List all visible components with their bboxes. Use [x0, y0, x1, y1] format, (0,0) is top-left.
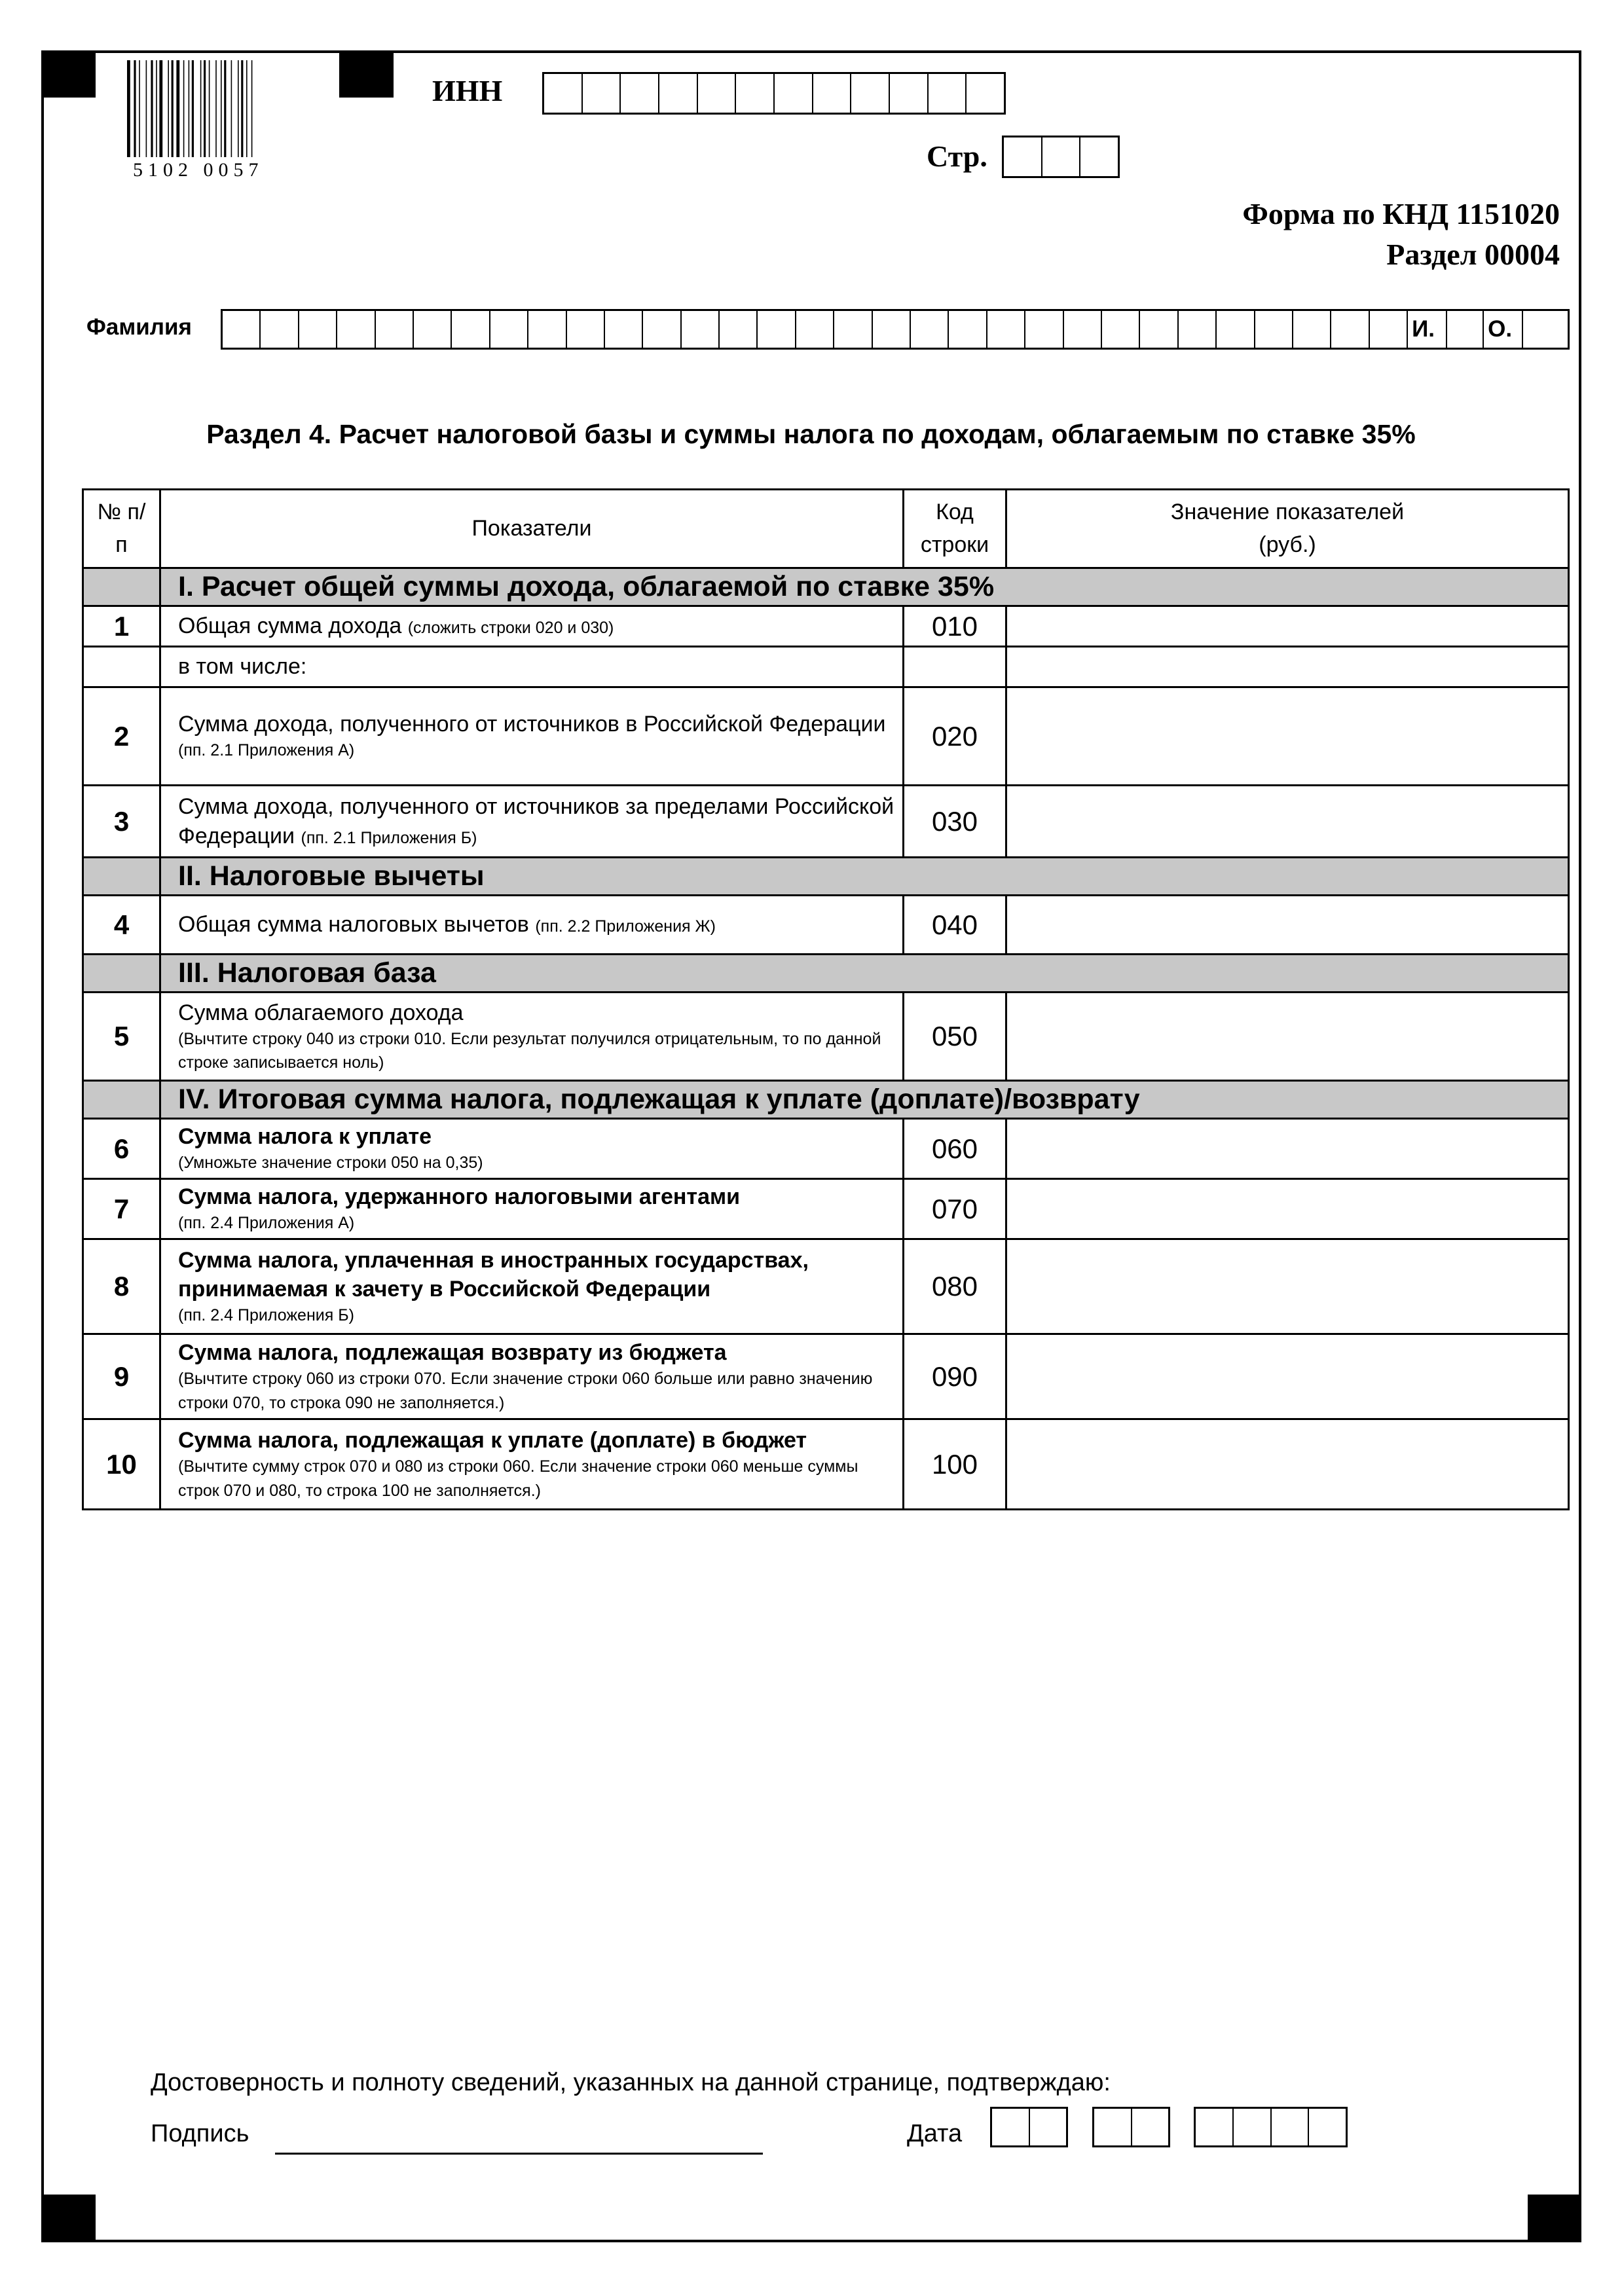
row-value-input[interactable]: [1006, 993, 1569, 1081]
header-code: [904, 490, 1006, 568]
surname-cell[interactable]: [452, 311, 490, 348]
surname-label: Фамилия: [86, 314, 192, 340]
table-row: [83, 606, 1569, 647]
section-header-title: II. Налоговые вычеты: [160, 858, 1569, 896]
row-number: 1: [83, 606, 160, 647]
indicator-note: (пп. 2.1 Приложения Б): [301, 828, 477, 847]
date-cell[interactable]: [1030, 2109, 1067, 2145]
indicator-text: Сумма облагаемого дохода: [178, 1000, 464, 1025]
inn-cell[interactable]: [736, 74, 775, 113]
indicator-note: (пп. 2.2 Приложения Ж): [535, 917, 716, 936]
table-row: [83, 993, 1569, 1081]
section-header-blank: [83, 858, 160, 896]
header-code-text: Код строки: [920, 500, 989, 557]
tax-calculation-table: [82, 488, 1570, 1510]
row-code: 010: [904, 606, 1006, 647]
surname-row: [221, 309, 1570, 350]
section-header-row: [83, 568, 1569, 606]
registration-marker-top-left: [41, 50, 96, 98]
indicator-text: Сумма налога, подлежащая к уплате (доплате) в бюджет: [178, 1428, 807, 1453]
inn-cell[interactable]: [890, 74, 929, 113]
surname-cell[interactable]: [490, 311, 528, 348]
surname-cell[interactable]: [834, 311, 872, 348]
surname-cell[interactable]: [758, 311, 796, 348]
surname-cell[interactable]: [1102, 311, 1140, 348]
indicator-note: (Вычтите строку 040 из строки 010. Если результат получился отрицательным, то по данной строке записывается ноль): [178, 1029, 881, 1072]
row-value-input[interactable]: [1006, 896, 1569, 955]
confirmation-text: Достоверность и полноту сведений, указанных на данной странице, подтверждаю:: [151, 2069, 1111, 2096]
surname-cell[interactable]: [299, 311, 337, 348]
indicator-note: (сложить строки 020 и 030): [407, 619, 614, 638]
form-knd-label: Форма по КНД 1151020: [1242, 197, 1560, 230]
indicator-note: (пп. 2.1 Приложения А): [178, 741, 355, 760]
barcode-image: [124, 60, 295, 172]
row-indicator: [160, 1419, 904, 1510]
date-cell[interactable]: [992, 2109, 1030, 2145]
row-code: 090: [904, 1334, 1006, 1419]
inn-cell[interactable]: [967, 74, 1004, 113]
surname-cell[interactable]: [949, 311, 987, 348]
surname-cell[interactable]: [911, 311, 949, 348]
surname-cell[interactable]: [605, 311, 643, 348]
row-number: 6: [83, 1119, 160, 1179]
row-number: 5: [83, 993, 160, 1081]
inn-cell[interactable]: [775, 74, 813, 113]
row-number: 4: [83, 896, 160, 955]
section-header-row: [83, 955, 1569, 993]
date-cell[interactable]: [1272, 2109, 1310, 2145]
surname-cell[interactable]: [567, 311, 605, 348]
surname-cell[interactable]: [376, 311, 414, 348]
surname-cell[interactable]: [1370, 311, 1408, 348]
surname-cell[interactable]: [873, 311, 911, 348]
initial-o-cell[interactable]: [1484, 311, 1523, 348]
row-indicator: [160, 1119, 904, 1179]
indicator-note: (Вычтите сумму строк 070 и 080 из строки 060. Если значение строки 060 меньше суммы строк 070 и 080, то строка 100 не заполняется.): [178, 1457, 858, 1500]
page-number-input[interactable]: [1002, 136, 1120, 178]
row-code: 050: [904, 993, 1006, 1081]
signature-line[interactable]: [275, 2153, 763, 2155]
indicator-text: Сумма налога к уплате: [178, 1124, 432, 1150]
surname-cell[interactable]: [528, 311, 566, 348]
row-indicator: [160, 1239, 904, 1334]
section-header-title: IV. Итоговая сумма налога, подлежащая к уплате (доплате)/возврату: [160, 1081, 1569, 1119]
barcode-number: 5102 0057: [133, 159, 264, 181]
surname-cell[interactable]: [223, 311, 261, 348]
table-row: [83, 1419, 1569, 1510]
page-cell[interactable]: [1042, 137, 1081, 176]
row-number: 10: [83, 1419, 160, 1510]
section-code-label: Раздел 00004: [1386, 238, 1560, 271]
registration-marker-top-middle: [339, 50, 394, 98]
header-num-text: № п/п: [97, 500, 146, 557]
row-value-input[interactable]: [1006, 1119, 1569, 1179]
surname-cell[interactable]: [1025, 311, 1063, 348]
initial-o-box[interactable]: [1523, 311, 1568, 348]
inn-cell[interactable]: [851, 74, 890, 113]
table-header-row: [83, 490, 1569, 568]
surname-input[interactable]: [223, 311, 1408, 348]
indicator-text: Сумма дохода, полученного от источников за пределами Российской Федерации: [178, 794, 894, 848]
surname-cell[interactable]: [1293, 311, 1331, 348]
section-header-blank: [83, 568, 160, 606]
section-header-blank: [83, 1081, 160, 1119]
row-number: 2: [83, 687, 160, 786]
indicator-text: в том числе:: [178, 654, 307, 680]
row-code: 040: [904, 896, 1006, 955]
surname-cell[interactable]: [1140, 311, 1178, 348]
date-cell[interactable]: [1309, 2109, 1346, 2145]
row-value-input[interactable]: [1006, 1334, 1569, 1419]
table-row: [83, 687, 1569, 786]
row-indicator: [160, 606, 904, 647]
surname-cell[interactable]: [1064, 311, 1102, 348]
row-code: 070: [904, 1179, 1006, 1239]
inn-cell[interactable]: [698, 74, 737, 113]
inn-cell[interactable]: [583, 74, 621, 113]
indicator-note: (Умножьте значение строки 050 на 0,35): [178, 1154, 483, 1173]
row-number: 3: [83, 786, 160, 858]
section-header-title: III. Налоговая база: [160, 955, 1569, 993]
section-header-row: [83, 1081, 1569, 1119]
registration-marker-bottom-right: [1528, 2195, 1581, 2242]
row-value-input[interactable]: [1006, 1179, 1569, 1239]
page-cell[interactable]: [1004, 137, 1042, 176]
section-title: Раздел 4. Расчет налоговой базы и суммы налога по доходам, облагаемым по ставке 35%: [206, 419, 1416, 449]
section-header-title: I. Расчет общей суммы дохода, облагаемой по ставке 35%: [160, 568, 1569, 606]
table-row: [83, 1179, 1569, 1239]
row-indicator: [160, 786, 904, 858]
row-code: 030: [904, 786, 1006, 858]
row-number: 8: [83, 1239, 160, 1334]
surname-cell[interactable]: [643, 311, 681, 348]
indicator-note: (Вычтите строку 060 из строки 070. Если значение строки 060 больше или равно значению строки 070, то строка 090 не заполняется.): [178, 1370, 873, 1412]
section-header-row: [83, 858, 1569, 896]
indicator-text: Сумма налога, подлежащая возврату из бюджета: [178, 1340, 727, 1366]
row-value-input[interactable]: [1006, 647, 1569, 687]
date-cell[interactable]: [1234, 2109, 1272, 2145]
surname-cell[interactable]: [337, 311, 375, 348]
row-number: [83, 647, 160, 687]
row-value-input[interactable]: [1006, 606, 1569, 647]
signature-label: Подпись: [151, 2120, 249, 2147]
row-value-input[interactable]: [1006, 1239, 1569, 1334]
row-indicator: [160, 687, 904, 786]
initial-i-label: И.: [1412, 316, 1435, 342]
inn-cell[interactable]: [621, 74, 659, 113]
inn-cell[interactable]: [659, 74, 698, 113]
inn-cell[interactable]: [813, 74, 852, 113]
page-cell[interactable]: [1080, 137, 1118, 176]
surname-cell[interactable]: [796, 311, 834, 348]
row-code: [904, 647, 1006, 687]
surname-cell[interactable]: [1179, 311, 1217, 348]
row-number: 9: [83, 1334, 160, 1419]
header-value: [1006, 490, 1569, 568]
table-row: [83, 786, 1569, 858]
surname-cell[interactable]: [1255, 311, 1293, 348]
indicator-note: (пп. 2.4 Приложения Б): [178, 1306, 354, 1325]
date-group[interactable]: [1092, 2107, 1170, 2147]
header-value-text: Значение показателей (руб.): [1170, 500, 1405, 557]
row-code: 080: [904, 1239, 1006, 1334]
date-label: Дата: [907, 2120, 963, 2147]
row-number: 7: [83, 1179, 160, 1239]
surname-cell[interactable]: [1331, 311, 1369, 348]
indicator-text: Общая сумма налоговых вычетов: [178, 912, 529, 938]
row-value-input[interactable]: [1006, 786, 1569, 858]
inn-cell[interactable]: [929, 74, 967, 113]
surname-cell[interactable]: [987, 311, 1025, 348]
row-code: 060: [904, 1119, 1006, 1179]
date-cell[interactable]: [1094, 2109, 1132, 2145]
table-row: [83, 896, 1569, 955]
row-indicator: [160, 993, 904, 1081]
indicator-text: Сумма дохода, полученного от источников в Российской Федерации: [178, 712, 886, 737]
table-row: [83, 1119, 1569, 1179]
row-indicator: [160, 647, 904, 687]
table-row: [83, 1334, 1569, 1419]
registration-marker-bottom-left: [41, 2195, 96, 2242]
inn-input[interactable]: [542, 72, 1006, 115]
row-value-input[interactable]: [1006, 687, 1569, 786]
page-label: Стр.: [927, 139, 987, 173]
initial-i-cell[interactable]: [1408, 311, 1447, 348]
initial-i-box[interactable]: [1447, 311, 1484, 348]
header-num: [83, 490, 160, 568]
table-row: [83, 1239, 1569, 1334]
row-code: 100: [904, 1419, 1006, 1510]
row-indicator: [160, 896, 904, 955]
indicator-text: Общая сумма дохода: [178, 613, 402, 639]
inn-label: ИНН: [432, 74, 503, 107]
row-indicator: [160, 1179, 904, 1239]
section-header-blank: [83, 955, 160, 993]
surname-cell[interactable]: [414, 311, 452, 348]
header-indicators: Показатели: [160, 490, 904, 568]
row-indicator: [160, 1334, 904, 1419]
row-code: 020: [904, 687, 1006, 786]
indicator-text: Сумма налога, удержанного налоговыми агентами: [178, 1184, 741, 1210]
date-group[interactable]: [1194, 2107, 1348, 2147]
indicator-note: (пп. 2.4 Приложения А): [178, 1214, 355, 1233]
surname-cell[interactable]: [720, 311, 758, 348]
surname-cell[interactable]: [261, 311, 299, 348]
initial-o-label: О.: [1488, 316, 1513, 342]
date-cell[interactable]: [1196, 2109, 1234, 2145]
row-value-input[interactable]: [1006, 1419, 1569, 1510]
date-group[interactable]: [990, 2107, 1068, 2147]
surname-cell[interactable]: [682, 311, 720, 348]
surname-cell[interactable]: [1217, 311, 1255, 348]
table-row: [83, 647, 1569, 687]
inn-cell[interactable]: [544, 74, 583, 113]
indicator-text: Сумма налога, уплаченная в иностранных государствах, принимаемая к зачету в Российской Федерации: [178, 1247, 809, 1302]
date-cell[interactable]: [1132, 2109, 1169, 2145]
